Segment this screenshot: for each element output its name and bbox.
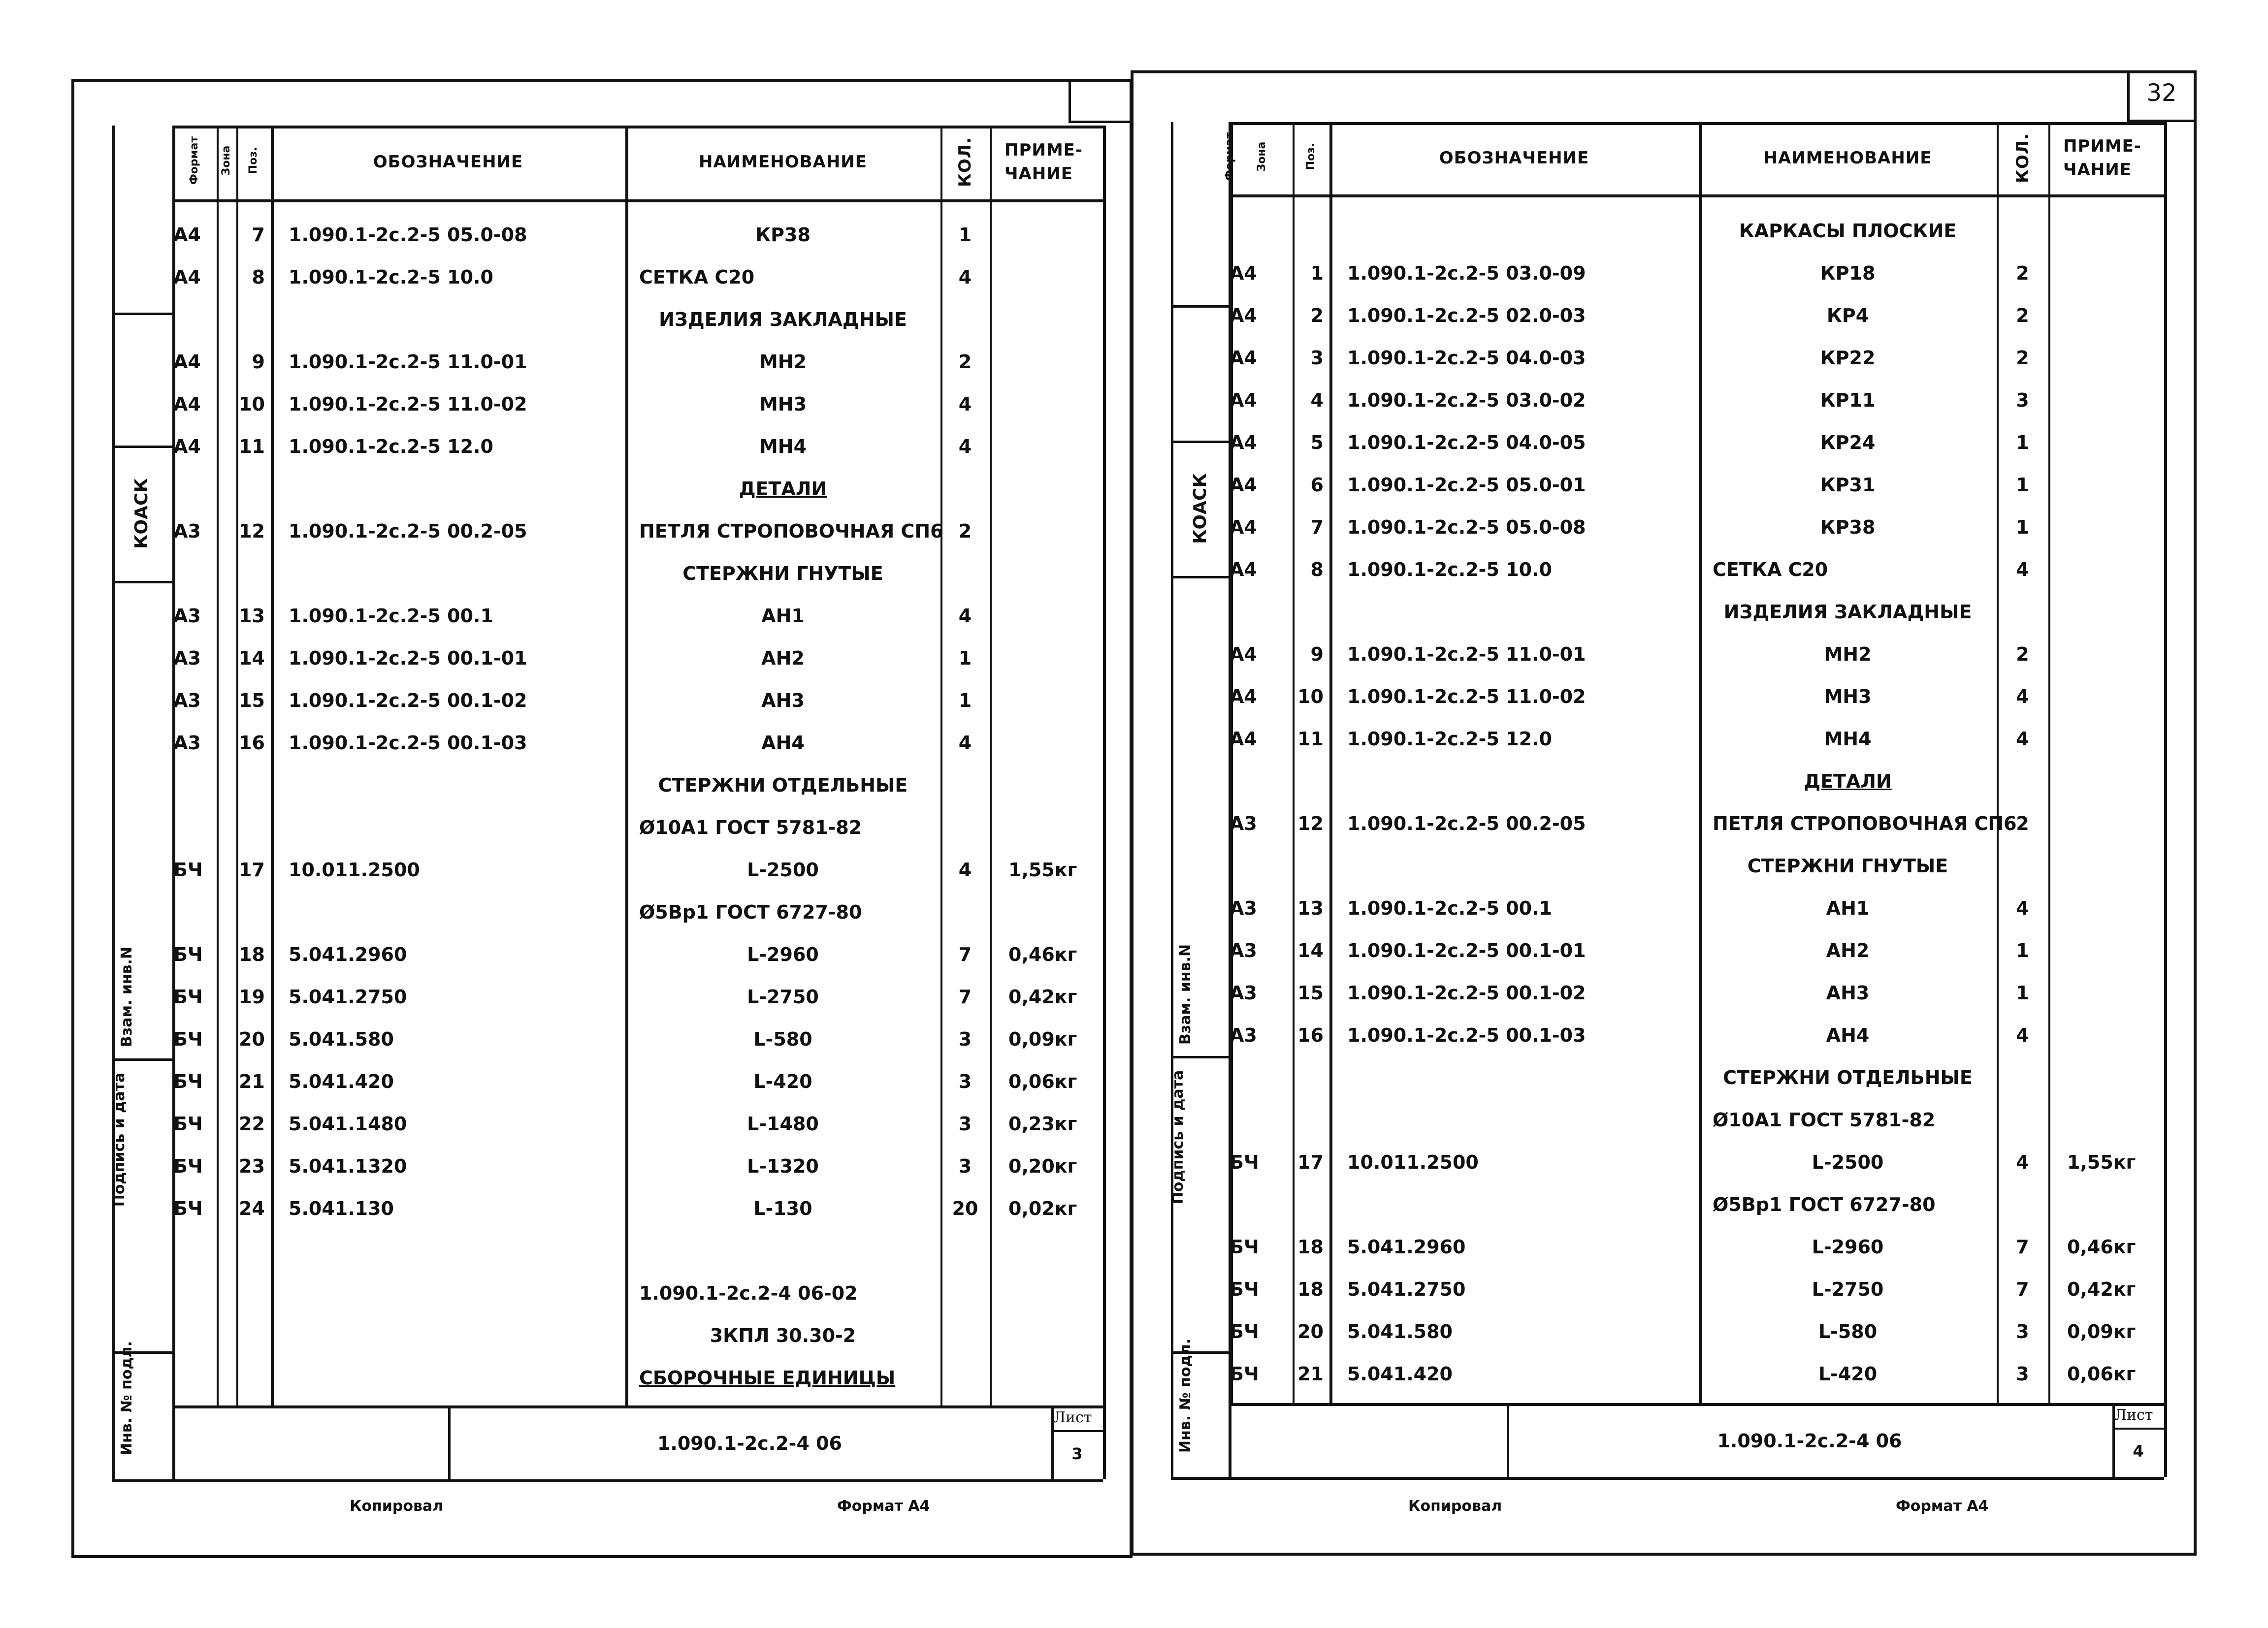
right-row-position: 21 [1297, 1363, 1324, 1385]
left-row-position: 18 [239, 944, 265, 965]
right-row-designation: 1.090.1-2с.2-5 04.0-05 [1347, 432, 1586, 453]
right-row-quantity: 3 [2016, 1321, 2029, 1342]
right-row-format: А4 [1230, 686, 1257, 707]
right-row-name: АН1 [1826, 897, 1870, 919]
right-row-designation: 5.041.2960 [1347, 1236, 1466, 1258]
left-margin-rule [112, 581, 172, 583]
right-row-position: 13 [1297, 897, 1324, 919]
right-row-name: КАРКАСЫ ПЛОСКИЕ [1739, 220, 1957, 242]
left-table-bottom-rule [172, 1405, 1103, 1408]
left-sheet-label: Лист [1053, 1409, 1092, 1426]
right-side-stamp: КОАСК [1190, 473, 1210, 544]
right-row-name: Ø5Вр1 ГОСТ 6727-80 [1713, 1194, 1936, 1215]
left-row-note: 1,55кг [1008, 859, 1077, 881]
right-row-position: 10 [1297, 686, 1324, 707]
left-row-name: 1.090.1-2с.2-4 06-02 [639, 1282, 858, 1304]
right-row-quantity: 4 [2016, 1151, 2029, 1173]
left-row-format: БЧ [173, 859, 203, 881]
right-margin-label-inventory: Инв. № подл. [1177, 1338, 1194, 1453]
right-margin-rule [1171, 576, 1229, 578]
right-margin-rule [1171, 441, 1229, 443]
left-row-designation: 1.090.1-2с.2-5 00.1 [289, 605, 493, 627]
left-row-format: А4 [173, 436, 201, 457]
right-row-position: 2 [1310, 305, 1324, 326]
left-row-quantity: 4 [958, 605, 972, 627]
left-row-position: 12 [239, 520, 265, 542]
left-row-designation: 5.041.2960 [289, 944, 407, 965]
left-row-name: МН4 [759, 436, 807, 457]
right-row-designation: 1.090.1-2с.2-5 10.0 [1347, 559, 1552, 580]
left-row-note: 0,06кг [1008, 1071, 1077, 1092]
left-row-position: 16 [239, 732, 265, 754]
right-row-note: 0,06кг [2067, 1363, 2136, 1385]
right-row-quantity: 4 [2016, 897, 2029, 919]
right-row-quantity: 2 [2016, 347, 2029, 369]
right-row-name: L-580 [1818, 1321, 1878, 1342]
right-margin-rule [1171, 122, 1173, 1477]
right-row-designation: 1.090.1-2с.2-5 03.0-09 [1347, 262, 1586, 284]
right-row-quantity: 4 [2016, 1024, 2029, 1046]
right-footer-copied: Копировал [1408, 1498, 1502, 1515]
right-row-quantity: 7 [2016, 1278, 2029, 1300]
left-row-designation: 1.090.1-2с.2-5 00.2-05 [289, 520, 527, 542]
right-header-designation: ОБОЗНАЧЕНИЕ [1439, 148, 1589, 168]
left-row-name: L-1480 [747, 1113, 819, 1135]
left-margin-rule [112, 313, 172, 315]
left-row-position: 13 [239, 605, 265, 627]
left-header-zone: Зона [220, 145, 232, 176]
left-row-name: МН3 [759, 393, 807, 415]
left-margin-label-replacement: Взам. инв.N [118, 946, 135, 1048]
left-row-format: БЧ [173, 1071, 203, 1092]
right-row-format: А4 [1230, 474, 1257, 496]
right-row-position: 18 [1297, 1278, 1324, 1300]
left-header-note-2: ЧАНИЕ [1004, 164, 1073, 184]
right-row-position: 16 [1297, 1024, 1324, 1046]
right-row-position: 14 [1297, 940, 1324, 961]
right-row-position: 12 [1297, 813, 1324, 834]
left-table-left-rule [172, 126, 175, 1479]
right-row-designation: 1.090.1-2с.2-5 11.0-01 [1347, 643, 1586, 665]
left-row-name: L-2960 [747, 944, 819, 965]
right-header-pos: Поз. [1304, 143, 1317, 170]
right-row-quantity: 1 [2016, 432, 2029, 453]
right-row-designation: 10.011.2500 [1347, 1151, 1479, 1173]
left-header-qty: КОЛ. [955, 137, 975, 187]
left-row-quantity: 7 [958, 986, 972, 1008]
left-row-designation: 1.090.1-2с.2-5 00.1-02 [289, 690, 527, 711]
right-row-name: Ø10А1 ГОСТ 5781-82 [1713, 1109, 1936, 1131]
page-number-box-rule [2127, 70, 2130, 120]
left-row-designation: 5.041.130 [289, 1198, 394, 1219]
right-row-format: БЧ [1230, 1363, 1259, 1385]
left-row-name: ДЕТАЛИ [739, 478, 827, 500]
right-header-rule [1229, 194, 2164, 197]
left-row-position: 24 [239, 1198, 265, 1219]
left-row-position: 22 [239, 1113, 265, 1135]
right-row-designation: 5.041.420 [1347, 1363, 1453, 1385]
right-title-block-bottom-rule [1171, 1477, 2164, 1480]
right-header-qty: КОЛ. [2012, 132, 2033, 183]
left-row-quantity: 7 [958, 944, 972, 965]
page-number: 32 [2146, 79, 2177, 107]
right-row-format: А4 [1230, 432, 1257, 453]
left-column-rule [271, 126, 274, 1405]
left-row-position: 10 [239, 393, 265, 415]
right-row-quantity: 4 [2016, 559, 2029, 580]
left-sheet-number: 3 [1071, 1444, 1083, 1463]
right-row-quantity: 4 [2016, 728, 2029, 750]
right-row-name: ДЕТАЛИ [1804, 770, 1892, 792]
left-row-name: СБОРОЧНЫЕ ЕДИНИЦЫ [639, 1367, 896, 1389]
left-title-block-bottom-rule [112, 1479, 1103, 1482]
right-row-designation: 1.090.1-2с.2-5 00.1 [1347, 897, 1552, 919]
right-row-position: 8 [1310, 559, 1324, 580]
left-row-quantity: 4 [958, 859, 972, 881]
right-row-position: 15 [1297, 982, 1324, 1004]
right-row-format: БЧ [1230, 1321, 1259, 1342]
left-row-format: БЧ [173, 1113, 203, 1135]
left-row-format: БЧ [173, 986, 203, 1008]
right-row-name: КР11 [1820, 389, 1876, 411]
left-row-format: А3 [173, 520, 201, 542]
left-row-quantity: 3 [958, 1028, 972, 1050]
right-row-position: 1 [1310, 262, 1324, 284]
left-row-name: АН3 [761, 690, 805, 711]
right-row-name: СТЕРЖНИ ОТДЕЛЬНЫЕ [1723, 1067, 1973, 1088]
left-row-position: 17 [239, 859, 265, 881]
right-row-designation: 1.090.1-2с.2-5 11.0-02 [1347, 686, 1586, 707]
left-row-format: БЧ [173, 1028, 203, 1050]
left-row-position: 21 [239, 1071, 265, 1092]
right-row-name: АН4 [1826, 1024, 1870, 1046]
right-sheet-number: 4 [2133, 1442, 2144, 1461]
right-row-quantity: 4 [2016, 686, 2029, 707]
right-table-top-rule [1229, 122, 2164, 125]
left-title-block-rule [1051, 1430, 1103, 1432]
right-margin-label-signature: Подпись и дата [1169, 1070, 1187, 1205]
left-row-name: L-420 [753, 1071, 812, 1092]
left-row-name: АН4 [761, 732, 805, 754]
left-row-quantity: 1 [958, 690, 972, 711]
right-column-rule [1329, 122, 1332, 1403]
left-row-designation: 1.090.1-2с.2-5 11.0-01 [289, 351, 527, 373]
right-row-designation: 1.090.1-2с.2-5 05.0-01 [1347, 474, 1586, 496]
left-row-quantity: 4 [958, 393, 972, 415]
right-row-format: А3 [1230, 982, 1257, 1004]
left-side-stamp: КОАСК [131, 478, 152, 549]
right-row-designation: 5.041.580 [1347, 1321, 1453, 1342]
right-row-format: А4 [1230, 347, 1257, 369]
left-row-name: Ø10А1 ГОСТ 5781-82 [639, 817, 862, 838]
left-title-block-designation: 1.090.1-2с.2-4 06 [657, 1433, 842, 1454]
right-row-name: МН4 [1824, 728, 1872, 750]
right-row-quantity: 2 [2016, 305, 2029, 326]
left-column-rule [217, 126, 219, 1405]
right-row-quantity: 2 [2016, 643, 2029, 665]
left-row-note: 0,20кг [1008, 1155, 1077, 1177]
right-title-block-designation: 1.090.1-2с.2-4 06 [1717, 1430, 1902, 1452]
left-row-format: А4 [173, 393, 201, 415]
right-title-block-rule [2112, 1428, 2164, 1430]
right-row-format: А4 [1230, 262, 1257, 284]
right-row-position: 9 [1310, 643, 1324, 665]
left-row-position: 19 [239, 986, 265, 1008]
right-margin-label-replacement: Взам. инв.N [1177, 944, 1194, 1045]
left-row-name: МН2 [759, 351, 807, 373]
left-sheet-top-tab-rule [1069, 121, 1133, 123]
right-row-format: БЧ [1230, 1278, 1259, 1300]
right-column-rule [2048, 122, 2050, 1403]
right-row-name: КР24 [1820, 432, 1876, 453]
left-row-name: 3КПЛ 30.30-2 [710, 1325, 856, 1346]
left-row-position: 23 [239, 1155, 265, 1177]
left-row-position: 20 [239, 1028, 265, 1050]
left-row-designation: 5.041.580 [289, 1028, 394, 1050]
right-row-format: А3 [1230, 897, 1257, 919]
left-row-quantity: 4 [958, 732, 972, 754]
right-row-quantity: 1 [2016, 474, 2029, 496]
right-row-designation: 1.090.1-2с.2-5 05.0-08 [1347, 516, 1586, 538]
left-sheet-frame [71, 79, 1133, 1558]
left-row-position: 8 [252, 266, 265, 288]
left-margin-label-signature: Подпись и дата [111, 1072, 128, 1207]
left-row-quantity: 4 [958, 436, 972, 457]
right-row-note: 0,46кг [2067, 1236, 2136, 1258]
left-row-quantity: 2 [958, 351, 972, 373]
left-row-quantity: 2 [958, 520, 972, 542]
left-row-designation: 1.090.1-2с.2-5 05.0-08 [289, 224, 527, 246]
right-row-name: КР22 [1820, 347, 1876, 369]
right-row-name: КР18 [1820, 262, 1876, 284]
right-row-designation: 1.090.1-2с.2-5 00.1-01 [1347, 940, 1586, 961]
left-row-designation: 1.090.1-2с.2-5 11.0-02 [289, 393, 527, 415]
right-sheet-label: Лист [2114, 1406, 2153, 1424]
right-row-name: СТЕРЖНИ ГНУТЫЕ [1747, 855, 1948, 877]
right-row-position: 5 [1310, 432, 1324, 453]
right-row-format: А3 [1230, 1024, 1257, 1046]
right-row-position: 11 [1297, 728, 1324, 750]
right-row-position: 17 [1297, 1151, 1324, 1173]
right-row-format: БЧ [1230, 1151, 1259, 1173]
left-row-designation: 1.090.1-2с.2-5 12.0 [289, 436, 493, 457]
left-row-quantity: 3 [958, 1155, 972, 1177]
left-column-rule [990, 126, 992, 1405]
left-row-name: АН1 [761, 605, 805, 627]
left-header-pos: Поз. [247, 147, 259, 174]
right-footer-format: Формат А4 [1896, 1498, 1989, 1515]
right-row-name: КР31 [1820, 474, 1876, 496]
left-row-designation: 1.090.1-2с.2-5 00.1-01 [289, 647, 527, 669]
right-row-format: А4 [1230, 728, 1257, 750]
right-row-name: ПЕТЛЯ СТРОПОВОЧНАЯ СП6 [1713, 813, 2017, 834]
right-row-name: МН2 [1824, 643, 1872, 665]
left-row-note: 0,02кг [1008, 1198, 1077, 1219]
right-row-name: L-420 [1818, 1363, 1878, 1385]
left-row-quantity: 4 [958, 266, 972, 288]
left-row-designation: 5.041.2750 [289, 986, 407, 1008]
left-margin-rule [112, 126, 115, 1479]
right-row-quantity: 1 [2016, 940, 2029, 961]
right-row-format: А4 [1230, 305, 1257, 326]
right-row-name: АН2 [1826, 940, 1870, 961]
right-row-designation: 1.090.1-2с.2-5 00.2-05 [1347, 813, 1586, 834]
right-row-position: 20 [1297, 1321, 1324, 1342]
right-row-note: 0,42кг [2067, 1278, 2136, 1300]
right-row-position: 4 [1310, 389, 1324, 411]
right-header-name: НАИМЕНОВАНИЕ [1763, 148, 1932, 168]
right-row-name: L-2960 [1812, 1236, 1884, 1258]
left-row-designation: 10.011.2500 [289, 859, 420, 881]
right-row-name: МН3 [1824, 686, 1872, 707]
right-row-format: А4 [1230, 389, 1257, 411]
left-row-name: L-1320 [747, 1155, 819, 1177]
right-row-position: 3 [1310, 347, 1324, 369]
left-row-name: L-130 [753, 1198, 812, 1219]
right-row-designation: 1.090.1-2с.2-5 03.0-02 [1347, 389, 1586, 411]
left-row-designation: 5.041.1320 [289, 1155, 407, 1177]
left-row-note: 0,23кг [1008, 1113, 1077, 1135]
left-row-name: L-2750 [747, 986, 819, 1008]
left-row-name: L-2500 [747, 859, 819, 881]
right-row-quantity: 2 [2016, 813, 2029, 834]
left-row-position: 14 [239, 647, 265, 669]
page-number-box-rule [2127, 120, 2197, 122]
left-header-designation: ОБОЗНАЧЕНИЕ [373, 152, 523, 172]
right-row-designation: 5.041.2750 [1347, 1278, 1466, 1300]
right-row-designation: 1.090.1-2с.2-5 02.0-03 [1347, 305, 1586, 326]
left-row-name: Ø5Вр1 ГОСТ 6727-80 [639, 901, 862, 923]
left-row-designation: 1.090.1-2с.2-5 00.1-03 [289, 732, 527, 754]
right-row-position: 18 [1297, 1236, 1324, 1258]
right-row-quantity: 7 [2016, 1236, 2029, 1258]
right-row-format: А3 [1230, 940, 1257, 961]
right-row-quantity: 1 [2016, 982, 2029, 1004]
right-header-zone: Зона [1255, 141, 1268, 171]
left-row-position: 7 [252, 224, 265, 246]
right-margin-rule [1171, 305, 1229, 308]
right-row-name: СЕТКА С20 [1713, 559, 1828, 580]
left-row-note: 0,09кг [1008, 1028, 1077, 1050]
left-header-rule [172, 199, 1103, 202]
left-row-quantity: 1 [958, 224, 972, 246]
left-footer-format: Формат А4 [837, 1498, 930, 1515]
right-row-position: 6 [1310, 474, 1324, 496]
left-header-name: НАИМЕНОВАНИЕ [698, 152, 867, 172]
left-margin-label-inventory: Инв. № подл. [118, 1341, 135, 1456]
left-row-position: 15 [239, 690, 265, 711]
right-row-position: 7 [1310, 516, 1324, 538]
left-row-format: А4 [173, 266, 201, 288]
left-row-note: 0,42кг [1008, 986, 1077, 1008]
right-row-format: А4 [1230, 559, 1257, 580]
right-row-quantity: 3 [2016, 389, 2029, 411]
left-row-format: А3 [173, 690, 201, 711]
left-row-format: А3 [173, 605, 201, 627]
right-row-designation: 1.090.1-2с.2-5 00.1-02 [1347, 982, 1586, 1004]
right-row-name: L-2750 [1812, 1278, 1884, 1300]
left-row-position: 9 [252, 351, 265, 373]
right-row-format: БЧ [1230, 1236, 1259, 1258]
left-row-designation: 5.041.1480 [289, 1113, 407, 1135]
left-row-name: L-580 [753, 1028, 812, 1050]
right-row-note: 1,55кг [2067, 1151, 2136, 1173]
left-row-format: БЧ [173, 1198, 203, 1219]
left-row-format: БЧ [173, 944, 203, 965]
left-row-name: СТЕРЖНИ ГНУТЫЕ [682, 563, 883, 584]
left-row-name: СТЕРЖНИ ОТДЕЛЬНЫЕ [658, 774, 908, 796]
right-header-note-1: ПРИМЕ- [2063, 136, 2141, 156]
left-row-format: А3 [173, 647, 201, 669]
left-row-format: А4 [173, 351, 201, 373]
left-row-quantity: 1 [958, 647, 972, 669]
left-row-quantity: 20 [952, 1198, 978, 1219]
left-row-format: А3 [173, 732, 201, 754]
right-header-format: Формат [1223, 132, 1236, 181]
left-margin-rule [112, 446, 172, 448]
left-row-quantity: 3 [958, 1113, 972, 1135]
left-row-quantity: 3 [958, 1071, 972, 1092]
left-row-name: КР38 [755, 224, 810, 246]
right-row-quantity: 2 [2016, 262, 2029, 284]
right-header-note-2: ЧАНИЕ [2063, 160, 2132, 180]
left-row-designation: 5.041.420 [289, 1071, 394, 1092]
right-row-note: 0,09кг [2067, 1321, 2136, 1342]
left-footer-copied: Копировал [350, 1498, 444, 1515]
right-row-name: ИЗДЕЛИЯ ЗАКЛАДНЫЕ [1723, 601, 1972, 623]
right-row-name: АН3 [1826, 982, 1870, 1004]
left-row-position: 11 [239, 436, 265, 457]
right-table-right-rule [2164, 122, 2167, 1477]
right-row-format: А4 [1230, 643, 1257, 665]
right-row-designation: 1.090.1-2с.2-5 12.0 [1347, 728, 1552, 750]
left-row-name: СЕТКА С20 [639, 266, 755, 288]
left-row-format: БЧ [173, 1155, 203, 1177]
right-row-format: А3 [1230, 813, 1257, 834]
right-row-designation: 1.090.1-2с.2-5 04.0-03 [1347, 347, 1586, 369]
left-row-note: 0,46кг [1008, 944, 1077, 965]
right-row-quantity: 3 [2016, 1363, 2029, 1385]
left-row-format: А4 [173, 224, 201, 246]
left-table-right-rule [1103, 126, 1106, 1479]
left-header-format: Формат [188, 136, 200, 185]
left-row-name: ПЕТЛЯ СТРОПОВОЧНАЯ СП6 [639, 520, 943, 542]
left-row-designation: 1.090.1-2с.2-5 10.0 [289, 266, 493, 288]
right-row-name: L-2500 [1812, 1151, 1884, 1173]
right-row-name: КР4 [1826, 305, 1869, 326]
left-table-top-rule [172, 126, 1103, 128]
right-row-designation: 1.090.1-2с.2-5 00.1-03 [1347, 1024, 1586, 1046]
right-table-bottom-rule [1229, 1403, 2164, 1406]
right-row-format: А4 [1230, 516, 1257, 538]
left-row-name: ИЗДЕЛИЯ ЗАКЛАДНЫЕ [659, 309, 907, 330]
left-sheet-top-tab-rule [1069, 79, 1071, 121]
right-row-quantity: 1 [2016, 516, 2029, 538]
left-row-name: АН2 [761, 647, 805, 669]
right-row-name: КР38 [1820, 516, 1876, 538]
left-header-note-1: ПРИМЕ- [1004, 140, 1083, 160]
